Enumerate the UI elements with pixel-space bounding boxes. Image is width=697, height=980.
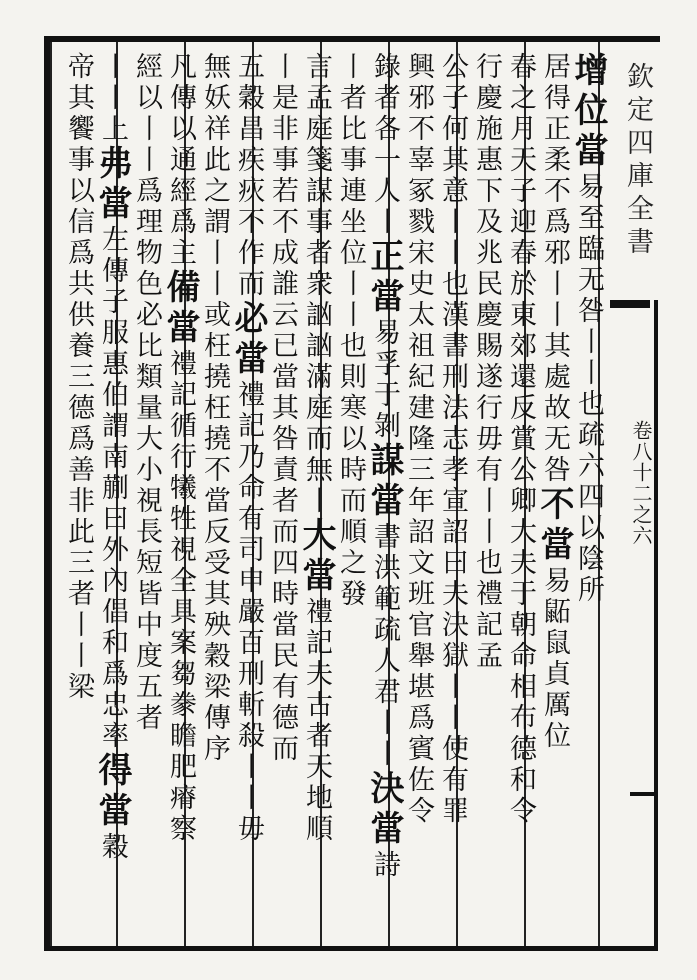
column-text: 興邪不辜冢戮宋史太祖紀建隆三年詔文班官舉堪爲賓佐令 [403, 52, 434, 827]
column-text: 易至臨无咎丨丨也疏六四以陰所 [573, 172, 604, 606]
column-text: 錄者各一人丨 [369, 52, 400, 238]
entry-heading: 備當 [160, 269, 200, 349]
column-text: 禮記乃命有司申嚴百刑斬殺丨丨毋 [233, 380, 264, 845]
column-text: 丨是非事若不成誰云已當其咎責者 [267, 52, 298, 517]
entry-heading: 謀當 [364, 442, 404, 522]
column-text: 居得正柔不爲邪丨丨其處故无咎 [539, 52, 570, 486]
column-text: 春之月天子迎春於東郊還反賞公卿大夫于朝命相布德和令 [505, 52, 536, 827]
entry-heading: 弗當 [92, 145, 132, 225]
column-text: 禮記循行犧牲視全具案芻豢瞻肥瘠察 [165, 349, 196, 845]
book-title: 欽定四庫全書 [622, 62, 653, 260]
column-text: 物色必比類量大小視長短皆中度五者 [131, 238, 162, 734]
text-column [500, 52, 540, 942]
column-text: 丨者比事連坐 [335, 52, 366, 238]
column-text: 穀 [97, 832, 128, 863]
entry-heading: 正當 [364, 238, 404, 318]
text-column [330, 52, 370, 942]
entry-heading: 決當 [364, 770, 404, 850]
column-text: 左傳子服惠伯謂南蒯曰外內倡和爲忠率 [97, 225, 128, 752]
text-column [534, 52, 574, 942]
frame-border [600, 36, 660, 42]
text-column [58, 52, 98, 942]
column-text: 梁 [63, 672, 94, 703]
entry-heading: 大當 [296, 517, 336, 597]
column-text: 經以丨丨爲理 [131, 52, 162, 238]
column-text: 詩 [369, 850, 400, 881]
text-column [126, 52, 166, 942]
column-text: 或枉撓枉撓不當反受其殃穀梁傳序 [199, 300, 230, 765]
column-rule [50, 42, 52, 946]
text-column [398, 52, 438, 942]
frame-border [654, 300, 658, 950]
column-text: 而四時當民有德而 [267, 517, 298, 765]
entry-heading: 得當 [92, 752, 132, 832]
text-column [262, 52, 302, 942]
text-column [432, 52, 472, 942]
fish-tail-mark [610, 300, 650, 308]
column-text: 帝其饗 [63, 52, 94, 145]
column-text: 位丨丨也 [335, 238, 366, 362]
column-text: 則寒以時而順之 [335, 362, 366, 579]
column-text: 公子何其意丨丨也漢書刑法志孝宣詔曰夫決獄丨丨使有罪 [437, 52, 468, 827]
column-text: 易鼫鼠貞厲位 [539, 566, 570, 752]
column-text: 言孟庭箋謀事者衆訩訩滿庭而無丨 [301, 52, 332, 517]
column-text: 無妖祥此之謂丨丨 [199, 52, 230, 300]
column-text: 易孚于剝 [369, 318, 400, 442]
column-text: 發 [335, 579, 366, 610]
column-text: 凡傳以通經爲主 [165, 52, 196, 269]
frame-border [44, 946, 658, 951]
text-column [160, 52, 200, 942]
fish-tail-mark [630, 792, 657, 796]
text-column [194, 52, 234, 942]
text-column [296, 52, 336, 942]
column-text: 五穀昌疾疢不作而 [233, 52, 264, 300]
column-text: 事以信爲共供養三德爲善非此三者丨丨 [63, 145, 94, 672]
text-column [92, 52, 132, 942]
column-text: 書洪範疏人君丨丨 [369, 522, 400, 770]
entry-heading: 增位當 [568, 52, 608, 172]
juan-number: 卷八十二之六 [629, 420, 653, 546]
text-column [568, 52, 608, 942]
entry-heading: 不當 [534, 486, 574, 566]
column-text: 丨丨上 [97, 52, 128, 145]
text-column [466, 52, 506, 942]
entry-heading: 必當 [228, 300, 268, 380]
text-column [364, 52, 404, 942]
column-text: 行慶施惠下及兆民慶賜遂行毋有丨丨也禮記孟 [471, 52, 502, 672]
text-column [228, 52, 268, 942]
column-text: 禮記夫古者天地順 [301, 597, 332, 845]
